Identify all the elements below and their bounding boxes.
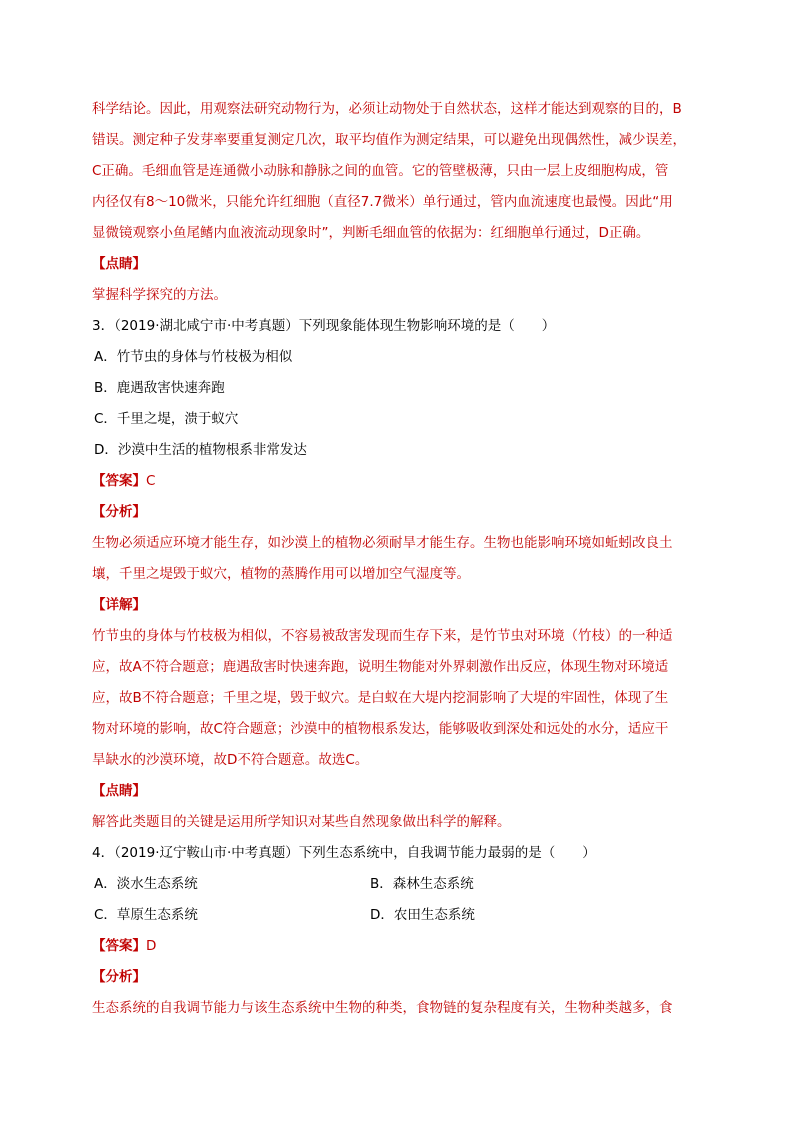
q3-option-a: A．竹节虫的身体与竹枝极为相似: [94, 349, 293, 365]
intro-line: 内径仅有8～10微米，只能允许红细胞（直径7.7微米）单行通过，管内血流速度也最慢。因此“用: [92, 194, 673, 210]
q3-analysis-line: 壤，千里之堤毁于蚁穴，植物的蒸腾作用可以增加空气湿度等。: [92, 566, 470, 582]
q4-analysis-label: 【分析】: [92, 969, 146, 985]
q3-dianjing-text: 解答此类题目的关键是运用所学知识对某些自然现象做出科学的解释。: [92, 814, 511, 830]
q3-option-b: B．鹿遇敌害快速奔跑: [94, 380, 225, 396]
q4-option-d: D．农田生态系统: [370, 907, 475, 923]
intro-dianjing-label: 【点睛】: [92, 256, 146, 272]
q3-answer: [92, 466, 704, 497]
q3-detail-label: 【详解】: [92, 597, 146, 613]
q4-analysis-line: 生态系统的自我调节能力与该生态系统中生物的种类，食物链的复杂程度有关，生物种类越多，食: [92, 1000, 673, 1016]
document-content: [92, 94, 704, 1024]
intro-line: 显微镜观察小鱼尾鳍内血液流动现象时”，判断毛细血管的依据为：红细胞单行通过，D正确。: [92, 225, 650, 241]
q3-analysis-label: 【分析】: [92, 504, 146, 520]
q4-options-row-1: [92, 869, 704, 900]
q4-answer-label: 【答案】: [92, 938, 146, 954]
intro-line: C正确。毛细血管是连通微小动脉和静脉之间的血管。它的管壁极薄，只由一层上皮细胞构成，管: [92, 163, 669, 179]
q4-answer: [92, 931, 704, 962]
q3-stem: 3．（2019·湖北咸宁市·中考真题）下列现象能体现生物影响环境的是（ ）: [92, 318, 556, 334]
q4-stem: 4．（2019·辽宁鞍山市·中考真题）下列生态系统中，自我调节能力最弱的是（ ）: [92, 845, 596, 861]
q4-option-a: A．淡水生态系统: [94, 876, 198, 892]
q3-answer-value: C: [146, 473, 156, 489]
q4-options-row-2: [92, 900, 704, 931]
q3-detail-line: 物对环境的影响，故C符合题意；沙漠中的植物根系发达，能够吸收到深处和远处的水分，适应干: [92, 721, 669, 737]
q3-answer-label: 【答案】: [92, 473, 146, 489]
q3-detail-line: 应，故A不符合题意；鹿遇敌害时快速奔跑，说明生物能对外界刺激作出反应，体现生物对环境适: [92, 659, 669, 675]
intro-dianjing-text: 掌握科学探究的方法。: [92, 287, 227, 303]
q3-detail-line: 旱缺水的沙漠环境，故D不符合题意。故选C。: [92, 752, 369, 768]
q3-detail-line: 竹节虫的身体与竹枝极为相似，不容易被敌害发现而生存下来，是竹节虫对环境（竹枝）的一种适: [92, 628, 673, 644]
q3-analysis-line: 生物必须适应环境才能生存，如沙漠上的植物必须耐旱才能生存。生物也能影响环境如蚯蚓改良土: [92, 535, 673, 551]
q3-option-c: C．千里之堤，溃于蚁穴: [94, 411, 239, 427]
q4-answer-value: D: [146, 938, 157, 954]
intro-line: 错误。测定种子发芽率要重复测定几次，取平均值作为测定结果，可以避免出现偶然性，减少误差，: [92, 132, 686, 148]
intro-line: 科学结论。因此，用观察法研究动物行为，必须让动物处于自然状态，这样才能达到观察的目的，B: [92, 101, 682, 117]
q3-option-d: D．沙漠中生活的植物根系非常发达: [94, 442, 307, 458]
q3-dianjing-label: 【点睛】: [92, 783, 146, 799]
q4-option-c: C．草原生态系统: [94, 907, 198, 923]
q4-option-b: B．森林生态系统: [370, 876, 474, 892]
q3-detail-line: 应，故B不符合题意；千里之堤，毁于蚁穴。是白蚁在大堤内挖洞影响了大堤的牢固性，体现了生: [92, 690, 669, 706]
